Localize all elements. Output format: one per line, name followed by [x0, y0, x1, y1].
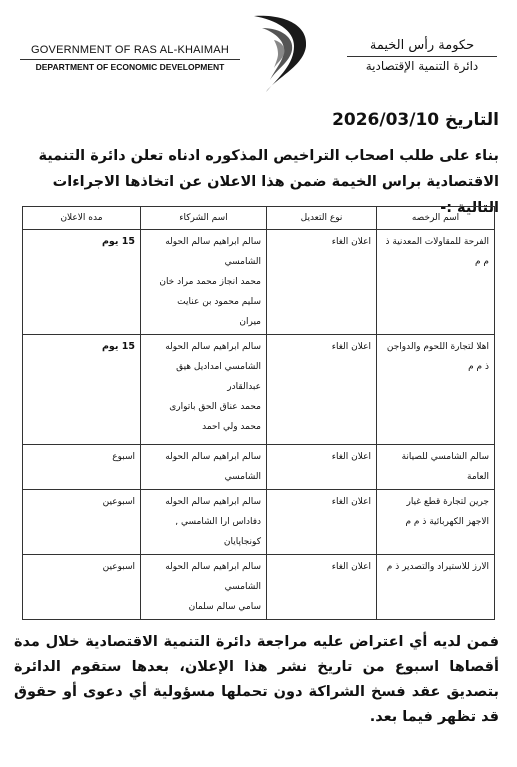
partner-name: كونجاپایان: [223, 537, 261, 547]
announcement-date: [332, 110, 499, 130]
duration-cell: 15 يوم: [23, 335, 141, 445]
intro-paragraph: بناء على طلب اصحاب التراخيص المذكوره ادناه تعلن دائرة التنمية الاقتصادية براس الخيمة ضمن هذا الاعلان عن اتخاذها الاجراءات التالية :-: [38, 148, 499, 216]
government-name-ar: حكومة رأس الخيمة: [369, 38, 475, 53]
duration-cell: اسبوعين: [23, 555, 141, 620]
department-name-ar: دائرة التنمية الإقتصادية: [365, 59, 479, 73]
partner-name: سالم ابراهيم سالم الحوله: [165, 562, 261, 572]
duration-cell: اسبوع: [23, 445, 141, 490]
government-name-en: GOVERNMENT OF RAS AL-KHAIMAH: [31, 44, 229, 56]
modification-cell: اعلان الغاء: [267, 335, 377, 445]
partner-name: سالم ابراهيم سالم الحوله: [165, 342, 261, 352]
rak-dedlogo-icon: [236, 6, 328, 98]
licenses-table: [22, 206, 495, 620]
partners-cell: [141, 490, 267, 555]
partner-name: عبدالقادر: [227, 382, 261, 392]
modification-cell: اعلان الغاء: [267, 230, 377, 335]
partner-name: محمد انجاز محمد مراد خان: [159, 277, 261, 287]
partner-name: محمد ولي احمد: [202, 422, 261, 432]
partner-name: سليم محمود بن عنايت: [177, 297, 261, 307]
header-modification-type: نوع التعديل: [267, 207, 377, 230]
duration-cell: 15 يوم: [23, 230, 141, 335]
partner-name: سالم ابراهيم سالم الحوله الشامسي: [165, 237, 261, 267]
table-header-row: [23, 207, 495, 230]
modification-cell: اعلان الغاء: [267, 490, 377, 555]
license-name-cell: الارز للاستيراد والتصدير ذ م: [377, 555, 495, 620]
partners-cell: [141, 555, 267, 620]
partner-name: سامي سالم سلمان: [188, 602, 261, 612]
header-english: [20, 44, 240, 72]
table-row: [23, 555, 495, 620]
partner-name: الشامسي: [224, 472, 261, 482]
table-row: [23, 335, 495, 445]
partner-name: ميران: [239, 317, 261, 327]
partner-name: محمد عناق الحق باتواری: [169, 402, 261, 412]
table-row: [23, 445, 495, 490]
header-divider: [20, 59, 240, 60]
partners-cell: [141, 335, 267, 445]
partner-name: سالم ابراهيم سالم الحوله: [165, 497, 261, 507]
header-divider-ar: [347, 56, 497, 57]
closing-paragraph: فمن لديه أي اعتراض عليه مراجعة دائرة التنمية الاقتصادية خلال مدة أقصاها اسبوع من تاريخ نشر هذا الإعلان، بعدها ستقوم الدائرة بتصديق عقد فسخ الشراكة دون تحملها مسؤولية أي دعوى أو حقوق قد تظهر فيما بعد.: [14, 634, 499, 725]
partner-name: دفاداس ارا الشامسي ,: [175, 517, 261, 527]
partners-cell: [141, 230, 267, 335]
license-name-cell: سالم الشامسي للصيانة العامة: [377, 445, 495, 490]
license-name-cell: اهلا لتجارة اللحوم والدواجن ذ م م: [377, 335, 495, 445]
licenses-table-container: [23, 206, 495, 620]
date-value: 2026/03/10: [332, 110, 440, 130]
partner-name: الشامسي: [224, 582, 261, 592]
table-row: [23, 490, 495, 555]
license-name-cell: جرين لتجارة قطع غيار الاجهز الكهربائية ذ م م: [377, 490, 495, 555]
header-partner-names: اسم الشركاء: [141, 207, 267, 230]
modification-cell: اعلان الغاء: [267, 445, 377, 490]
partners-cell: [141, 445, 267, 490]
department-name-en: DEPARTMENT OF ECONOMIC DEVELOPMENT: [35, 62, 225, 72]
header-license-name: اسم الرخصه: [377, 207, 495, 230]
header-arabic: [347, 38, 497, 73]
duration-cell: اسبوعين: [23, 490, 141, 555]
partner-name: الشامسي امداديل هيق: [176, 362, 261, 372]
partner-name: سالم ابراهيم سالم الحوله: [165, 452, 261, 462]
table-row: [23, 230, 495, 335]
date-label: التاريخ: [445, 110, 499, 130]
header-announcement-duration: مده الاعلان: [23, 207, 141, 230]
modification-cell: اعلان الغاء: [267, 555, 377, 620]
license-name-cell: الفرحة للمقاولات المعدنية ذ م م: [377, 230, 495, 335]
